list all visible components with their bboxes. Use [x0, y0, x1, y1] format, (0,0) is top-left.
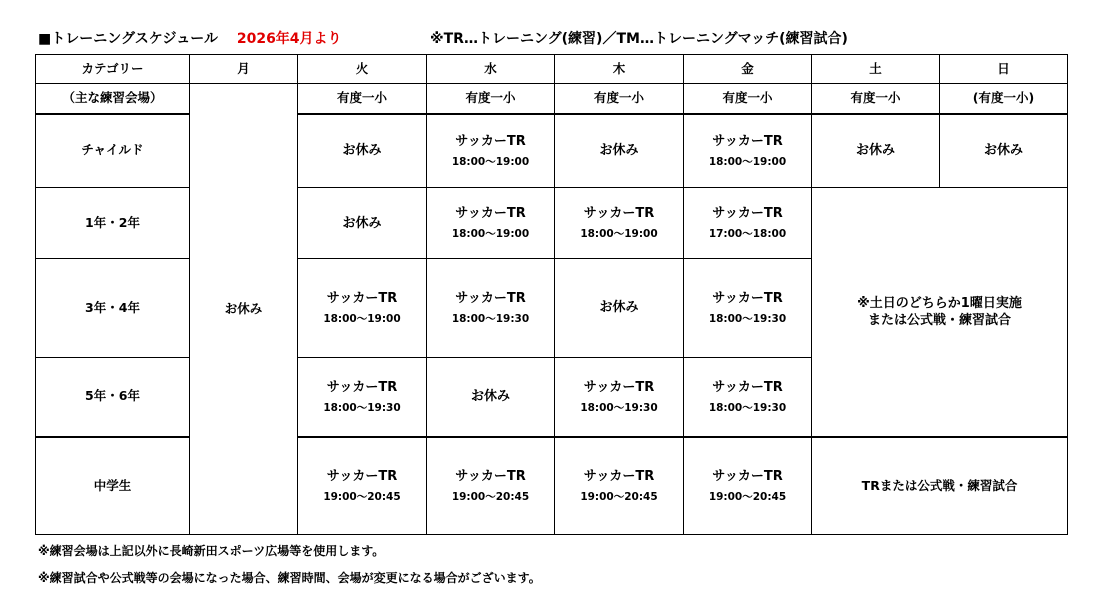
schedule-cell	[555, 259, 684, 357]
venue-thu: 有度一小	[555, 84, 684, 114]
venue-tue: 有度一小	[298, 84, 427, 114]
cell-main: サッカーTR	[583, 380, 655, 396]
venue-sat: 有度一小	[812, 84, 940, 114]
cell-main: サッカーTR	[712, 380, 783, 396]
schedule-cell	[555, 437, 684, 534]
cell-time: 19:00～20:45	[708, 490, 787, 503]
day-header-mon: 月	[190, 55, 298, 84]
schedule-cell	[298, 114, 427, 188]
cell-time: 18:00～19:00	[451, 155, 530, 168]
effective-date: 2026年4月より	[236, 31, 342, 47]
cell-main: サッカーTR	[326, 291, 398, 307]
schedule-cell	[684, 114, 812, 188]
venue-label: （主な練習会場）	[36, 84, 190, 114]
legend-note: ※TR…トレーニング(練習)／TM…トレーニングマッチ(練習試合)	[430, 31, 848, 47]
schedule-cell	[684, 188, 812, 259]
weekend-elementary-cell	[812, 188, 1068, 438]
category-label: 5年・6年	[36, 357, 190, 437]
day-header-wed: 水	[427, 55, 555, 84]
schedule-cell	[940, 114, 1068, 188]
schedule-cell	[555, 188, 684, 259]
cell-main: お休み	[342, 215, 382, 231]
cell-time: 19:00～20:45	[323, 490, 401, 503]
day-header-thu: 木	[555, 55, 684, 84]
cell-time: 18:00～19:30	[708, 401, 787, 414]
schedule-cell	[555, 114, 684, 188]
cell-main: お休み	[599, 143, 639, 159]
venue-row	[36, 84, 1068, 114]
cell-main: サッカーTR	[712, 469, 783, 485]
cell-time: 18:00～19:30	[323, 401, 401, 414]
cell-main: サッカーTR	[455, 134, 526, 150]
cell-main: お休み	[470, 389, 510, 405]
cell-time: 18:00～19:30	[708, 312, 787, 325]
schedule-cell	[298, 259, 427, 357]
cell-main: お休み	[599, 300, 639, 316]
cell-main: サッカーTR	[583, 469, 655, 485]
day-header-fri: 金	[684, 55, 812, 84]
footnote-changes: ※練習試合や公式戦等の会場になった場合、練習時間、会場が変更になる場合がございます。	[38, 571, 541, 585]
title-text: ■トレーニングスケジュール	[38, 31, 218, 47]
weekend-junior-cell: TRまたは公式戦・練習試合	[812, 437, 1068, 534]
schedule-cell	[298, 357, 427, 437]
cell-time: 19:00～20:45	[580, 490, 658, 503]
cell-time: 18:00～19:00	[451, 228, 530, 240]
schedule-cell	[427, 188, 555, 259]
day-header-sat: 土	[812, 55, 940, 84]
schedule-title	[38, 28, 342, 48]
category-label: 3年・4年	[36, 259, 190, 357]
schedule-cell	[427, 437, 555, 534]
cell-main: サッカーTR	[712, 206, 783, 222]
cell-main: お休み	[855, 143, 895, 159]
schedule-cell	[812, 114, 940, 188]
schedule-cell	[427, 357, 555, 437]
cell-main: お休み	[342, 143, 382, 159]
schedule-cell	[684, 357, 812, 437]
schedule-cell	[427, 259, 555, 357]
weekend-note-line1: ※土日のどちらか1曜日実施	[857, 295, 1022, 311]
cell-time: 18:00～19:30	[451, 312, 530, 325]
schedule-cell	[427, 114, 555, 188]
venue-wed: 有度一小	[427, 84, 555, 114]
cell-main: サッカーTR	[326, 469, 398, 485]
cell-main: お休み	[983, 143, 1023, 159]
cell-main: サッカーTR	[583, 206, 655, 222]
day-header-sun: 日	[940, 55, 1068, 84]
weekend-note-line2: または公式戦・練習試合	[867, 313, 1011, 329]
venue-fri: 有度一小	[684, 84, 812, 114]
cell-time: 18:00～19:00	[580, 228, 658, 240]
venue-sun: (有度一小)	[940, 84, 1068, 114]
schedule-cell	[684, 437, 812, 534]
footnote-venue: ※練習会場は上記以外に長崎新田スポーツ広場等を使用します。	[38, 544, 385, 558]
day-header-tue: 火	[298, 55, 427, 84]
cell-main: サッカーTR	[455, 206, 526, 222]
schedule-cell	[298, 188, 427, 259]
schedule-cell	[684, 259, 812, 357]
monday-cell: お休み	[190, 84, 298, 535]
day-header-row	[36, 55, 1068, 84]
cell-time: 17:00～18:00	[708, 228, 787, 240]
cell-main: サッカーTR	[712, 134, 783, 150]
category-label: チャイルド	[36, 114, 190, 188]
schedule-cell	[298, 437, 427, 534]
cell-time: 18:00～19:00	[323, 312, 401, 325]
cell-main: サッカーTR	[455, 469, 526, 485]
cell-main: サッカーTR	[455, 291, 526, 307]
schedule-cell	[555, 357, 684, 437]
cell-time: 18:00～19:30	[580, 401, 658, 414]
cell-main: サッカーTR	[326, 380, 398, 396]
cell-time: 19:00～20:45	[451, 490, 530, 503]
category-header: カテゴリー	[36, 55, 190, 84]
cell-main: サッカーTR	[712, 291, 783, 307]
category-label: 1年・2年	[36, 188, 190, 259]
category-label: 中学生	[36, 437, 190, 534]
cell-time: 18:00～19:00	[708, 155, 787, 168]
training-schedule-table	[35, 54, 1068, 535]
